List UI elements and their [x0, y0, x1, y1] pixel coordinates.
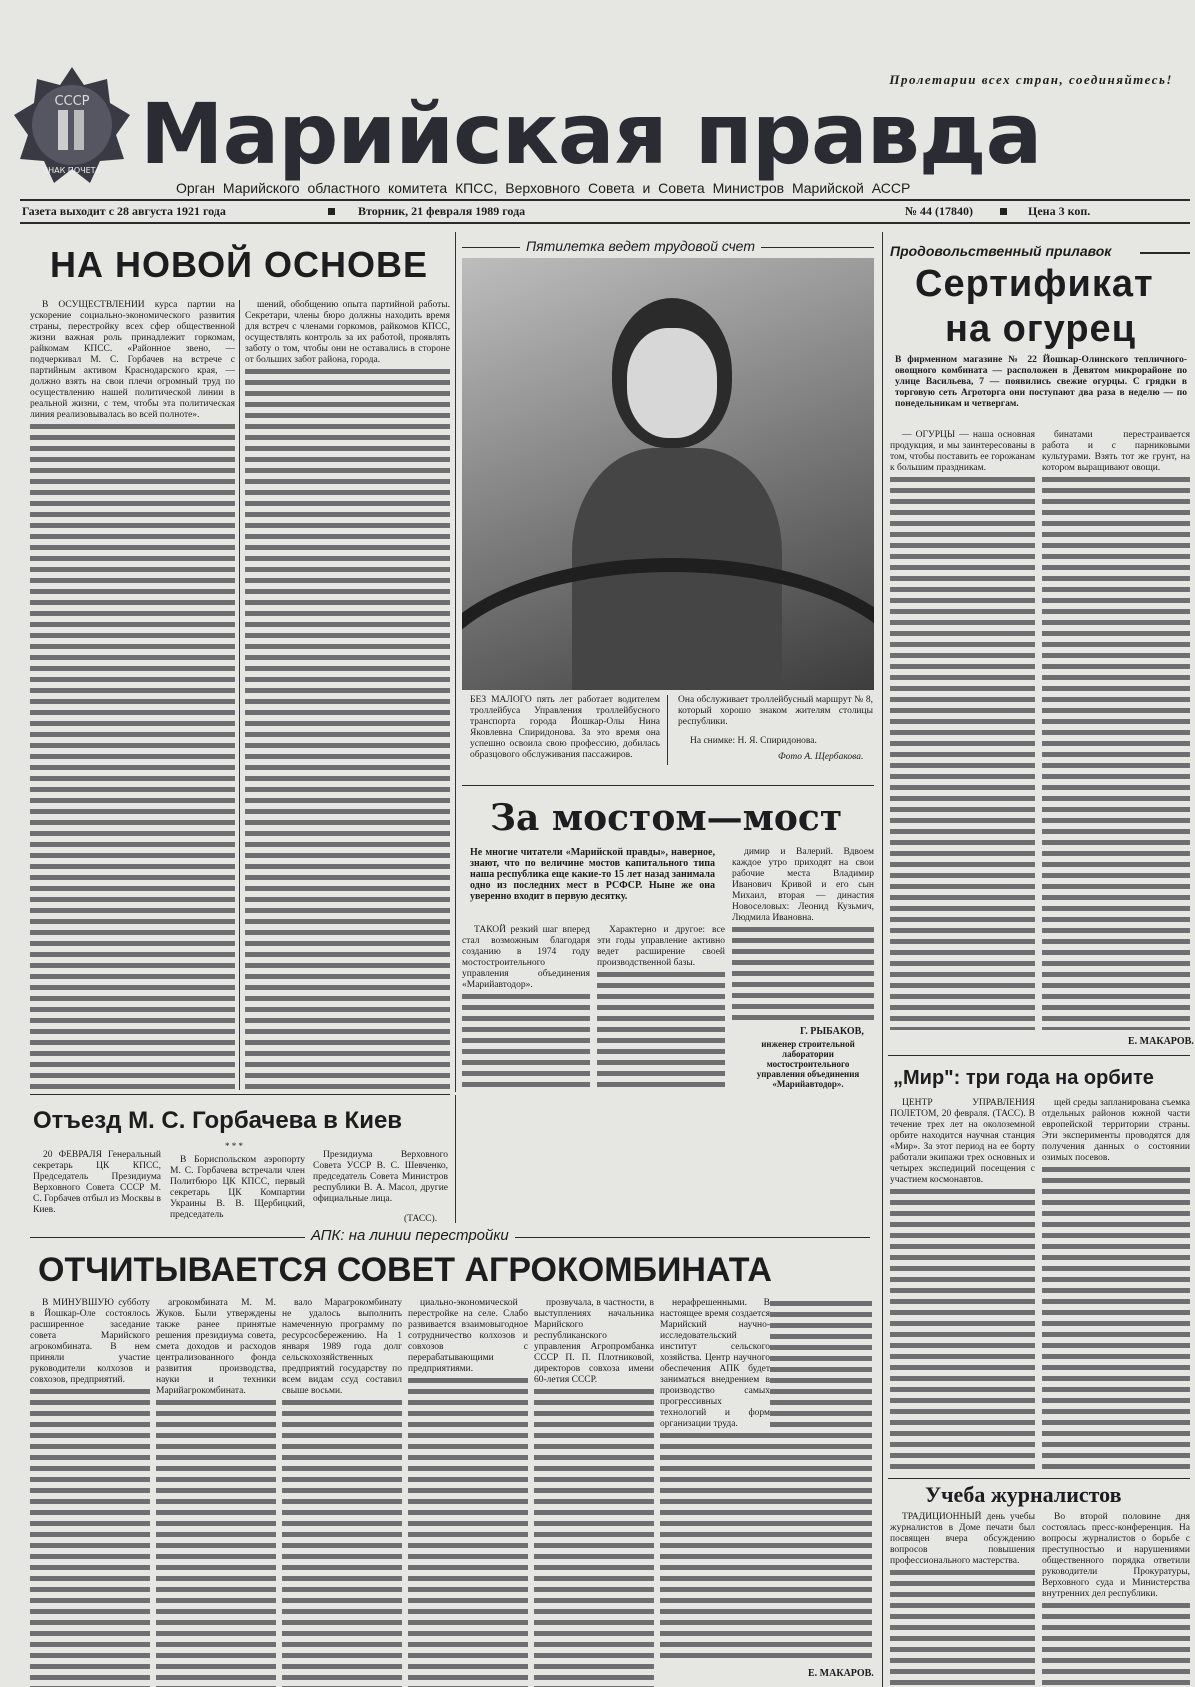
divider	[20, 222, 1190, 224]
agro-rubric: АПК: на линии перестройки	[305, 1227, 515, 1245]
divider	[30, 1094, 450, 1095]
cert-lead: В фирменном магазине № 22 Йошкар-Олинского тепличного-овощного комбината — расположен в Девятом микрорайоне по улице Васильева, 7 — появились свежие огурцы. С грядки в торговую сеть Агроторга они поступают два раза в неделю — по понедельникам и четвергам.	[895, 355, 1187, 409]
separator-stars: * * *	[225, 1141, 243, 1151]
article-column: шений, обобщению опыта партийной работы. Секретари, члены бюро должны находить время для встреч с членами горкомов, райкомов КПСС, осуществлять контроль за их работой, проявлять заботу о том, чтобы они не оставались в стороне от больших забот района, города.	[245, 300, 450, 1090]
mir-headline: „Мир": три года на орбите	[893, 1067, 1154, 1089]
divider	[888, 1055, 1190, 1056]
divider	[239, 300, 240, 1090]
founded-date: Газета выходит с 28 августа 1921 года	[22, 204, 226, 218]
bullet	[328, 208, 335, 215]
bridge-lead: Не многие читатели «Марийской правды», наверное, знают, что по величине мостов капитального типа наша республика еще какие-то 15 лет назад занимала одно из последних мест в РСФСР. Ныне же она уверенно входит в первую десятку.	[470, 847, 715, 902]
gorbachev-headline: Отъезд М. С. Горбачева в Киев	[33, 1107, 403, 1134]
gorbachev-col: Президиума Верховного Совета УССР В. С. Шевченко, председатель Совета Министров республики В. А. Масол, другие официальные лица.	[313, 1150, 448, 1204]
article-column: щей среды запланирована съемка отдельных районов южной части европейской территории страны. Эти эксперименты проводятся для получения данных о состоянии озимых посевов.	[1042, 1098, 1190, 1473]
bridge-headline: За мостом—мост	[490, 797, 843, 839]
article-column: Во второй половине дня состоялась пресс-конференция. На вопросы журналистов о борьбе с преступностью и нарушениями общественного порядка ответили руководители Прокуратуры, Верховного суда и Министерства внутренних дел республики.	[1042, 1512, 1190, 1687]
article-column: Характерно и другое: все эти годы управление активно ведет расширение своей производственной базы.	[597, 925, 725, 1090]
cert-rubric: Продовольственный прилавок	[890, 243, 1112, 259]
newspaper-title: Марийская правда	[140, 85, 1042, 183]
divider	[462, 785, 874, 786]
emblem-order-badge	[12, 65, 132, 185]
issue-number: № 44 (17840)	[905, 204, 974, 218]
article-column: вало Марагрокомбинату не удалось выполнить намеченную программу по ресурсосбережению. На 1 января 1989 года долг сельскохозяйственных предприятий государству по всем видам ссуд составил свыше восьми.	[282, 1298, 402, 1687]
bullet	[1000, 208, 1007, 215]
gorbachev-source: (ТАСС).	[404, 1214, 438, 1224]
photo-caption: БЕЗ МАЛОГО пять лет работает водителем троллейбуса Управления троллейбусного транспорта города Йошкар-Олы Нина Яковлевна Спиридонова. За это время она успешно освоила свою профессию, добилась образцового обслуживания пассажиров.	[470, 695, 660, 760]
svg-text:СССР: СССР	[54, 94, 90, 109]
article-column: — ОГУРЦЫ — наша основная продукция, и мы заинтересованы в том, чтобы поставить ее горожанам к большим праздникам.	[890, 430, 1035, 1030]
gorbachev-col: В Бориспольском аэропорту М. С. Горбачева встречали член Политбюро ЦК КПСС, первый секретарь ЦК Компартии Украины В. В. Щербицкий, председатель	[170, 1155, 305, 1220]
photo-credit: Фото А. Щербакова.	[778, 752, 864, 762]
photo-subject: На снимке: Н. Я. Спиридонова.	[690, 736, 817, 746]
article-column: В ОСУЩЕСТВЛЕНИИ курса партии на ускорение социально-экономического развития страны, перестройку всех сфер общественной жизни важная роль принадлежит горкомам, райкомам КПСС. «Районное звено, — подчеркивал М. С. Горбачев на встрече с партийным активом Краснодарского края, — должно взять на свои плечи огромный труд по осуществлению нашей политической линии в реальной жизни, с тем, чтобы эта политическая линия реализовывалась во всей полноте».	[30, 300, 235, 1090]
divider	[882, 232, 883, 1687]
masthead-slogan: Пролетарии всех стран, соединяйтесь!	[889, 72, 1173, 87]
trolleybus-driver-photo	[462, 258, 874, 690]
article-column: агрокомбината М. М. Жуков. Были утверждены также ранее принятые решения президиума совета, смета доходов и расходов централизованного фонда развития производства, науки и техники Марийагрокомбината.	[156, 1298, 276, 1687]
cert-headline-2: на огурец	[945, 308, 1137, 350]
divider	[1140, 252, 1190, 254]
agro-headline: ОТЧИТЫВАЕТСЯ СОВЕТ АГРОКОМБИНАТА	[38, 1251, 772, 1289]
main-headline: НА НОВОЙ ОСНОВЕ	[50, 244, 428, 285]
cert-headline: Сертификат	[915, 263, 1154, 305]
divider	[667, 695, 668, 765]
article-column: ЦЕНТР УПРАВЛЕНИЯ ПОЛЕТОМ, 20 февраля. (ТАСС). В течение трех лет на околоземной орбите находится научная станция «Мир». За этот период на ее борту работали экипажи трех основных и четырех экспедиций посещения с участием космонавтов.	[890, 1098, 1035, 1473]
article-column: ТРАДИЦИОННЫЙ день учебы журналистов в Доме печати был посвящен вчера обсуждению вопросов повышения профессионального мастерства.	[890, 1512, 1035, 1687]
article-column: прозвучала, в частности, в выступлениях начальника Марийского республиканского управления Агропромбанка СССР П. П. Плотниковой, директоров совхоза имени 60-летия СССР.	[534, 1298, 654, 1687]
journalists-headline: Учеба журналистов	[925, 1482, 1122, 1507]
article-column: ТАКОЙ резкий шаг вперед стал возможным благодаря созданию в 1974 году мостостроительного управления объединения «Марийавтодор».	[462, 925, 590, 1090]
divider	[455, 1095, 456, 1223]
article-column: циально-экономической перестройке на селе. Слабо развивается взаимовыгодное сотрудничество колхозов и совхозов с перерабатывающими предприятиями.	[408, 1298, 528, 1687]
issue-date: Вторник, 21 февраля 1989 года	[358, 204, 526, 218]
masthead-organ: Орган Марийского областного комитета КПСС, Верховного Совета и Совета Министров Марийской АССР	[176, 180, 911, 196]
article-column: димир и Валерий. Вдвоем каждое утро приходят на свои рабочие места Владимир Иванович Кривой и его сын Михаил, вторая — династия Новоселовых: Леонид Кузьмич, Людмила Ивановна.	[732, 847, 874, 1023]
svg-text:ЗНАК ПОЧЕТА: ЗНАК ПОЧЕТА	[42, 166, 102, 175]
bridge-byline: Г. РЫБАКОВ,	[800, 1026, 864, 1037]
divider	[888, 1478, 1190, 1479]
agro-byline: Е. МАКАРОВ.	[808, 1668, 874, 1679]
photo-rubric: Пятилетка ведет трудовой счет	[520, 238, 761, 254]
article-column: В МИНУВШУЮ субботу в Йошкар-Оле состоялось расширенное заседание совета Марийского агрокомбината. В нем приняли участие руководители колхозов и совхозов, предприятий.	[30, 1298, 150, 1687]
gorbachev-col: 20 ФЕВРАЛЯ Генеральный секретарь ЦК КПСС, Председатель Президиума Верховного Совета СССР М. С. Горбачев отбыл из Москвы в Киев.	[33, 1150, 161, 1215]
photo-caption: Она обслуживает троллейбусный маршрут № 8, который хорошо знаком жителям столицы республики.	[678, 695, 873, 727]
price: Цена 3 коп.	[1028, 204, 1091, 218]
article-column: нерафрешенными. В настоящее время создается Марийский научно-исследовательский институт сельского хозяйства. Центр научного обеспечения АПК будет заниматься внедрением в производство самых прогрессивных технологий и форм организации труда.	[660, 1298, 872, 1662]
divider	[20, 199, 1190, 201]
cert-byline: Е. МАКАРОВ.	[1128, 1036, 1194, 1047]
bridge-byline-title: инженер строительной лаборатории мостостроительного управления объединения «Марийавтодор».	[756, 1039, 860, 1089]
article-column: бинатами перестраивается работа и с парниковыми культурами. Взять тот же грунт, на котором выращивают овощи.	[1042, 430, 1190, 1030]
divider	[455, 232, 456, 1092]
